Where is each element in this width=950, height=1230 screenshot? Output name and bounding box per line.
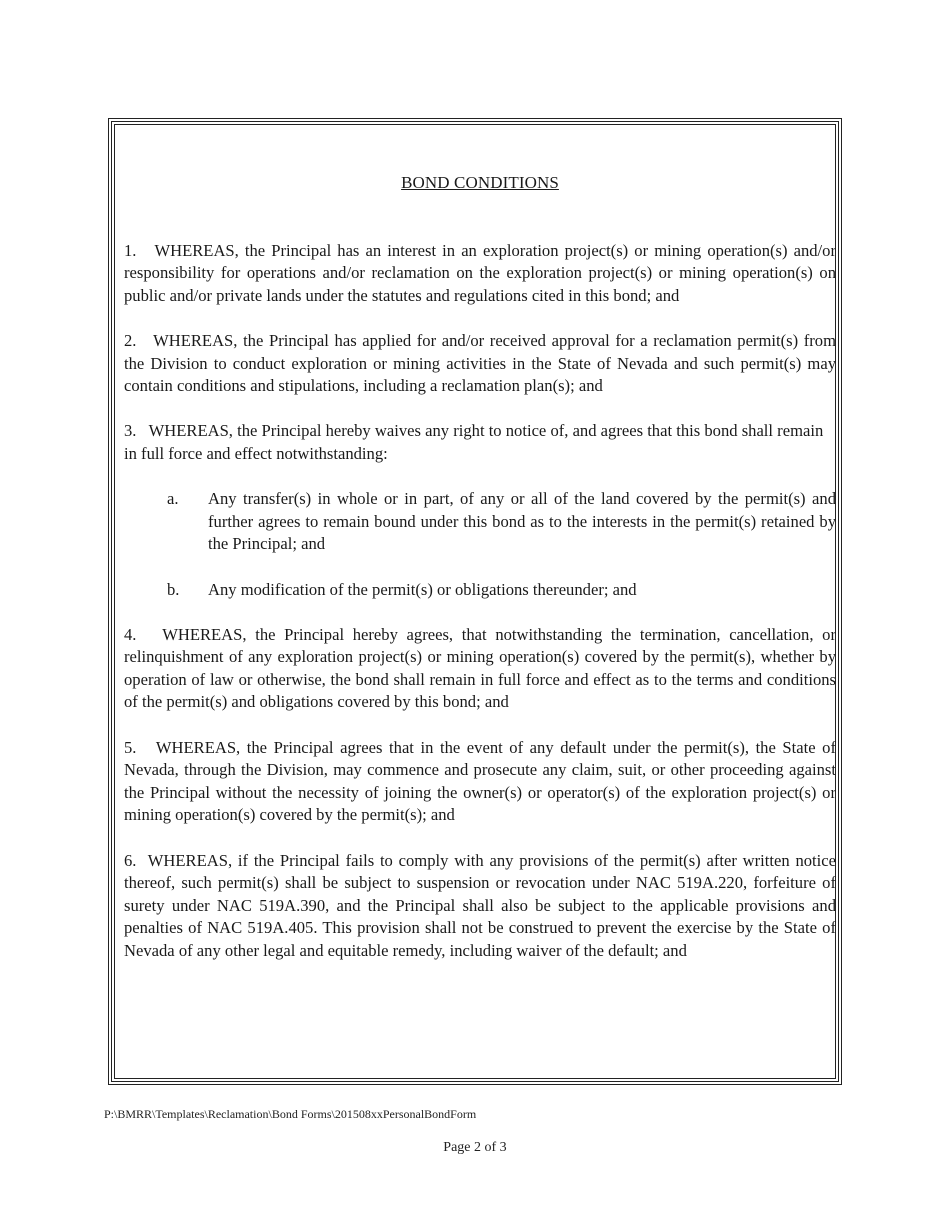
sub-item-label: a. (167, 489, 179, 509)
page-number: Page 2 of 3 (443, 1140, 507, 1155)
paragraph-text: WHEREAS, the Principal agrees that in the event of any default under the permit(s), the State of Nevada, through the Division, may commence and prosecute any claim, suit, or other proceeding against the Principal without the necessity of joining the owner(s) or operator(s) of the exploration project(s) or mining operation(s) covered by the permit(s); and (124, 737, 836, 825)
sub-item-label: b. (167, 579, 180, 599)
sub-item-text: Any transfer(s) in whole or in part, of any or all of the land covered by the permit(s) and further agrees to remain bound under this bond as to the interests in the permit(s) retained by the Principal; and (208, 489, 836, 554)
condition-paragraph-2 (124, 330, 836, 398)
sub-item-b (124, 579, 836, 602)
footer-file-path: P:\BMRR\Templates\Reclamation\Bond Forms\201508xxPersonalBondForm (104, 1107, 477, 1121)
sub-item-a (124, 488, 836, 556)
paragraph-text: WHEREAS, if the Principal fails to comply with any provisions of the permit(s) after written notice thereof, such permit(s) shall be subject to suspension or revocation under NAC 519A.220, forfeiture of surety under NAC 519A.390, and the Principal shall also be subject to the applicable provisions and penalties of NAC 519A.405. This provision shall not be construed to prevent the exercise by the State of Nevada of any other legal and equitable remedy, including waiver of the default; and (124, 850, 837, 960)
condition-paragraph-3 (124, 420, 836, 465)
paragraph-text: WHEREAS, the Principal has an interest in an exploration project(s) or mining operation(s) and/or responsibility for operations and/or reclamation on the exploration project(s) or mining operation(s) on public and/or private lands under the statutes and regulations cited in this bond; and (124, 240, 836, 305)
paragraph-text: WHEREAS, the Principal hereby agrees, that notwithstanding the termination, cancellation, or relinquishment of any exploration project(s) or mining operation(s) covered by the permit(s), whether by operation of law or otherwise, the bond shall remain in full force and effect as to the terms and conditions of the permit(s) and obligations covered by this bond; and (124, 624, 836, 712)
document-body (124, 172, 836, 985)
condition-paragraph-1 (124, 240, 836, 308)
paragraph-number: 4. (124, 624, 137, 644)
paragraph-text: WHEREAS, the Principal hereby waives any right to notice of, and agrees that this bond shall remain in full force and effect notwithstanding: (124, 421, 824, 463)
sub-item-text: Any modification of the permit(s) or obligations thereunder; and (208, 579, 637, 599)
condition-paragraph-6 (124, 850, 836, 963)
paragraph-number: 3. (124, 421, 137, 441)
paragraph-number: 1. (124, 240, 137, 260)
document-title: BOND CONDITIONS (401, 173, 559, 192)
condition-paragraph-5 (124, 737, 836, 827)
condition-paragraph-4 (124, 624, 836, 714)
paragraph-number: 6. (124, 850, 137, 870)
paragraph-number: 5. (124, 737, 137, 757)
paragraph-text: WHEREAS, the Principal has applied for and/or received approval for a reclamation permit(s) from the Division to conduct exploration or mining activities in the State of Nevada and such permit(s) may contain conditions and stipulations, including a reclamation plan(s); and (124, 330, 836, 396)
paragraph-number: 2. (124, 330, 137, 350)
